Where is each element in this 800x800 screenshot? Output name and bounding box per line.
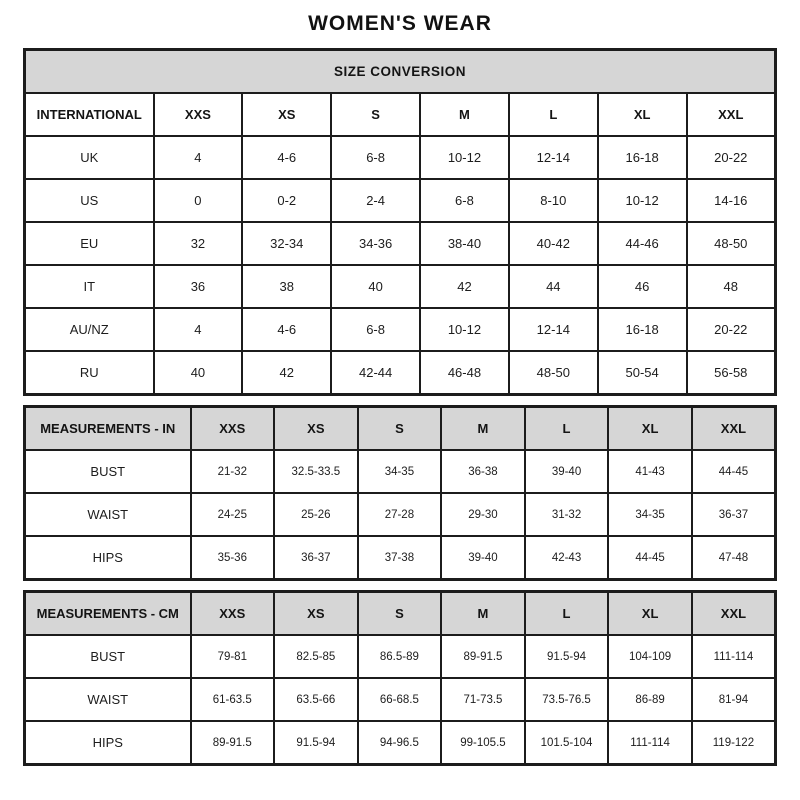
- table-header-row: [25, 592, 776, 636]
- row-label: BUST: [25, 450, 191, 493]
- table-cell: 40-42: [509, 222, 598, 265]
- row-label: HIPS: [25, 536, 191, 580]
- size-conversion-table: [23, 48, 777, 396]
- table-cell: 0-2: [242, 179, 331, 222]
- table-cell: 12-14: [509, 308, 598, 351]
- table-cell: 16-18: [598, 136, 687, 179]
- table-cell: 61-63.5: [191, 678, 275, 721]
- table-row: [25, 179, 776, 222]
- table-cell: 39-40: [525, 450, 609, 493]
- table-cell: 47-48: [692, 536, 776, 580]
- table-cell: 73.5-76.5: [525, 678, 609, 721]
- table-cell: 12-14: [509, 136, 598, 179]
- table-row: [25, 678, 776, 721]
- table-cell: 36: [154, 265, 243, 308]
- table-row: [25, 136, 776, 179]
- table-cell: 44: [509, 265, 598, 308]
- column-header-xxs: XXS: [154, 93, 243, 136]
- table-cell: 44-45: [608, 536, 692, 580]
- table-cell: 4-6: [242, 136, 331, 179]
- table-cell: 71-73.5: [441, 678, 525, 721]
- table-cell: 40: [331, 265, 420, 308]
- table-cell: 42: [420, 265, 509, 308]
- table-cell: 6-8: [420, 179, 509, 222]
- table-cell: 56-58: [687, 351, 776, 395]
- table-cell: 79-81: [191, 635, 275, 678]
- column-header-l: L: [509, 93, 598, 136]
- table-cell: 82.5-85: [274, 635, 358, 678]
- table-cell: 94-96.5: [358, 721, 442, 765]
- table-cell: 42: [242, 351, 331, 395]
- measurements-in-table: [23, 405, 777, 581]
- table-cell: 31-32: [525, 493, 609, 536]
- table-cell: 4-6: [242, 308, 331, 351]
- table-cell: 48-50: [509, 351, 598, 395]
- table-cell: 91.5-94: [274, 721, 358, 765]
- column-header-xl: XL: [608, 592, 692, 636]
- table-cell: 48: [687, 265, 776, 308]
- size-conversion-banner: SIZE CONVERSION: [25, 50, 776, 94]
- table-cell: 20-22: [687, 308, 776, 351]
- column-header-s: S: [358, 407, 442, 451]
- table-cell: 25-26: [274, 493, 358, 536]
- table-cell: 63.5-66: [274, 678, 358, 721]
- table-cell: 111-114: [692, 635, 776, 678]
- table-cell: 32: [154, 222, 243, 265]
- table-cell: 34-36: [331, 222, 420, 265]
- table-cell: 37-38: [358, 536, 442, 580]
- table-cell: 101.5-104: [525, 721, 609, 765]
- column-header-xxl: XXL: [692, 407, 776, 451]
- table-cell: 119-122: [692, 721, 776, 765]
- column-header-xs: XS: [274, 592, 358, 636]
- table-cell: 16-18: [598, 308, 687, 351]
- table-cell: 32.5-33.5: [274, 450, 358, 493]
- table-cell: 89-91.5: [441, 635, 525, 678]
- table-row: [25, 308, 776, 351]
- column-header-xl: XL: [608, 407, 692, 451]
- table-header-row: [25, 93, 776, 136]
- table-row: [25, 536, 776, 580]
- table-cell: 42-43: [525, 536, 609, 580]
- column-header-m: M: [441, 407, 525, 451]
- table-cell: 81-94: [692, 678, 776, 721]
- column-header-xl: XL: [598, 93, 687, 136]
- table-row: [25, 351, 776, 395]
- table-cell: 10-12: [598, 179, 687, 222]
- table-row: [25, 265, 776, 308]
- measurements-in-label-header: MEASUREMENTS - IN: [25, 407, 191, 451]
- table-cell: 34-35: [358, 450, 442, 493]
- column-header-s: S: [331, 93, 420, 136]
- table-row: [25, 450, 776, 493]
- table-cell: 4: [154, 136, 243, 179]
- table-cell: 8-10: [509, 179, 598, 222]
- row-label: IT: [25, 265, 154, 308]
- column-header-xxl: XXL: [687, 93, 776, 136]
- table-cell: 36-38: [441, 450, 525, 493]
- table-cell: 29-30: [441, 493, 525, 536]
- table-cell: 40: [154, 351, 243, 395]
- row-label: US: [25, 179, 154, 222]
- table-cell: 4: [154, 308, 243, 351]
- table-cell: 6-8: [331, 308, 420, 351]
- column-header-xs: XS: [274, 407, 358, 451]
- table-cell: 36-37: [692, 493, 776, 536]
- table-row: [25, 635, 776, 678]
- page-title: WOMEN'S WEAR: [308, 12, 492, 35]
- table-cell: 41-43: [608, 450, 692, 493]
- table-cell: 48-50: [687, 222, 776, 265]
- size-conversion-label-header: INTERNATIONAL: [25, 93, 154, 136]
- table-cell: 86.5-89: [358, 635, 442, 678]
- table-cell: 38-40: [420, 222, 509, 265]
- table-cell: 111-114: [608, 721, 692, 765]
- column-header-m: M: [441, 592, 525, 636]
- table-row: [25, 493, 776, 536]
- table-banner-row: [25, 50, 776, 94]
- column-header-xxl: XXL: [692, 592, 776, 636]
- measurements-cm-label-header: MEASUREMENTS - CM: [25, 592, 191, 636]
- table-cell: 104-109: [608, 635, 692, 678]
- row-label: UK: [25, 136, 154, 179]
- table-cell: 46-48: [420, 351, 509, 395]
- measurements-cm-table: [23, 590, 777, 766]
- row-label: RU: [25, 351, 154, 395]
- row-label: WAIST: [25, 493, 191, 536]
- column-header-s: S: [358, 592, 442, 636]
- column-header-m: M: [420, 93, 509, 136]
- column-header-xxs: XXS: [191, 592, 275, 636]
- table-row: [25, 222, 776, 265]
- table-row: [25, 721, 776, 765]
- table-cell: 0: [154, 179, 243, 222]
- row-label: BUST: [25, 635, 191, 678]
- table-cell: 10-12: [420, 136, 509, 179]
- row-label: EU: [25, 222, 154, 265]
- table-cell: 27-28: [358, 493, 442, 536]
- table-cell: 36-37: [274, 536, 358, 580]
- table-cell: 10-12: [420, 308, 509, 351]
- table-cell: 66-68.5: [358, 678, 442, 721]
- row-label: AU/NZ: [25, 308, 154, 351]
- table-header-row: [25, 407, 776, 451]
- column-header-l: L: [525, 407, 609, 451]
- table-cell: 50-54: [598, 351, 687, 395]
- table-cell: 24-25: [191, 493, 275, 536]
- table-cell: 46: [598, 265, 687, 308]
- table-cell: 34-35: [608, 493, 692, 536]
- column-header-l: L: [525, 592, 609, 636]
- table-cell: 86-89: [608, 678, 692, 721]
- table-cell: 20-22: [687, 136, 776, 179]
- table-cell: 32-34: [242, 222, 331, 265]
- table-cell: 21-32: [191, 450, 275, 493]
- table-cell: 99-105.5: [441, 721, 525, 765]
- table-cell: 91.5-94: [525, 635, 609, 678]
- row-label: HIPS: [25, 721, 191, 765]
- row-label: WAIST: [25, 678, 191, 721]
- table-cell: 6-8: [331, 136, 420, 179]
- table-cell: 44-46: [598, 222, 687, 265]
- table-cell: 42-44: [331, 351, 420, 395]
- table-cell: 35-36: [191, 536, 275, 580]
- table-cell: 38: [242, 265, 331, 308]
- column-header-xs: XS: [242, 93, 331, 136]
- column-header-xxs: XXS: [191, 407, 275, 451]
- table-cell: 14-16: [687, 179, 776, 222]
- table-cell: 2-4: [331, 179, 420, 222]
- table-cell: 89-91.5: [191, 721, 275, 765]
- table-cell: 44-45: [692, 450, 776, 493]
- table-cell: 39-40: [441, 536, 525, 580]
